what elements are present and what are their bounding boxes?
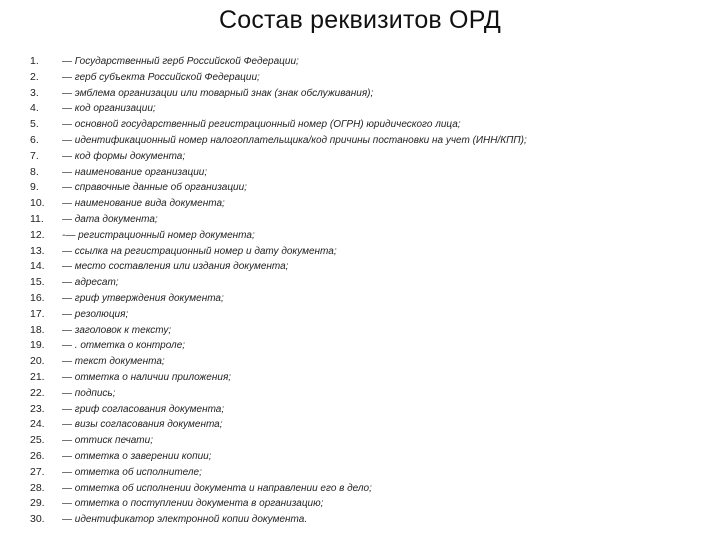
list-item — [30, 165, 700, 181]
list-item-number: 2. — [30, 70, 39, 83]
list-item-number: 28. — [30, 481, 45, 494]
list-item — [30, 338, 700, 354]
list-item-text: — резолюция; — [62, 308, 129, 320]
list-item — [30, 149, 700, 165]
list-item — [30, 117, 700, 133]
list-item-number: 26. — [30, 449, 45, 462]
list-item — [30, 275, 700, 291]
list-item-text: — подпись; — [62, 387, 116, 399]
list-item-text: — отметка о заверении копии; — [62, 450, 212, 462]
list-item-number: 22. — [30, 386, 45, 399]
list-item-text: — заголовок к тексту; — [62, 324, 172, 336]
list-item — [30, 386, 700, 402]
list-item-number: 4. — [30, 102, 39, 115]
list-item — [30, 101, 700, 117]
list-item-text: — текст документа; — [62, 356, 165, 368]
list-item-number: 24. — [30, 418, 45, 431]
list-item-text: — оттиск печати; — [62, 435, 153, 447]
list-item-number: 9. — [30, 181, 39, 194]
list-item-number: 23. — [30, 402, 45, 415]
list-item-text: -— регистрационный номер документа; — [62, 229, 255, 241]
list-item — [30, 449, 700, 465]
list-item — [30, 354, 700, 370]
list-item-number: 12. — [30, 228, 45, 241]
list-item-number: 18. — [30, 323, 45, 336]
list-item-text: — код организации; — [62, 103, 156, 115]
list-item-number: 3. — [30, 86, 39, 99]
list-item-number: 29. — [30, 497, 45, 510]
list-item-number: 11. — [30, 212, 44, 225]
list-item-text: — . отметка о контроле; — [62, 340, 186, 352]
list-item — [30, 465, 700, 481]
list-item — [30, 228, 700, 244]
list-item-text: — наименование организации; — [62, 166, 208, 178]
list-item — [30, 402, 700, 418]
list-item — [30, 180, 700, 196]
requisites-list — [30, 54, 700, 528]
list-item-number: 21. — [30, 370, 45, 383]
list-item — [30, 70, 700, 86]
list-item — [30, 307, 700, 323]
list-item-text: — отметка о наличии приложения; — [62, 371, 232, 383]
list-item-text: — наименование вида документа; — [62, 198, 225, 210]
list-item — [30, 133, 700, 149]
list-item — [30, 323, 700, 339]
list-item — [30, 259, 700, 275]
list-item-number: 17. — [30, 307, 45, 320]
list-item-number: 13. — [30, 244, 45, 257]
list-item-text: — гриф согласования документа; — [62, 403, 225, 415]
list-item — [30, 433, 700, 449]
list-item-text: — гриф утверждения документа; — [62, 292, 224, 304]
list-item-number: 1. — [30, 55, 39, 67]
list-item — [30, 417, 700, 433]
list-item-number: 30. — [30, 513, 45, 526]
list-item — [30, 196, 700, 212]
list-item — [30, 496, 700, 512]
list-item-number: 14. — [30, 260, 45, 273]
list-item — [30, 86, 700, 102]
list-item-number: 5. — [30, 118, 39, 131]
list-item — [30, 54, 700, 70]
list-item — [30, 212, 700, 228]
list-item-text: — визы согласования документа; — [62, 419, 223, 431]
list-item — [30, 291, 700, 307]
list-item-number: 6. — [30, 133, 39, 146]
list-item-text: — адресат; — [62, 277, 119, 289]
list-item-number: 15. — [30, 276, 45, 289]
list-item-number: 27. — [30, 465, 45, 478]
list-item-number: 7. — [30, 149, 39, 162]
list-item-text: — идентификатор электронной копии документа. — [62, 514, 308, 526]
list-item — [30, 244, 700, 260]
list-item — [30, 512, 700, 528]
list-item-text: — дата документа; — [62, 213, 158, 225]
list-item-text: — справочные данные об организации; — [62, 182, 247, 194]
list-item-number: 8. — [30, 165, 39, 178]
list-item-text: — отметка об исполнителе; — [62, 466, 202, 478]
slide-title: Состав реквизитов ОРД — [218, 6, 502, 34]
list-item-text: — отметка о поступлении документа в организацию; — [62, 498, 324, 510]
list-item-text: — Государственный герб Российской Федерации; — [62, 56, 299, 67]
list-item — [30, 481, 700, 497]
list-item-text: — основной государственный регистрационный номер (ОГРН) юридического лица; — [62, 119, 461, 131]
list-item — [30, 370, 700, 386]
list-item-text: — отметка об исполнении документа и направлении его в дело; — [62, 482, 372, 494]
list-item-text: — герб субъекта Российской Федерации; — [62, 71, 260, 83]
list-item-text: — ссылка на регистрационный номер и дату документа; — [62, 245, 337, 257]
list-item-text: — место составления или издания документа; — [62, 261, 289, 273]
list-item-text: — эмблема организации или товарный знак (знак обслуживания); — [62, 87, 374, 99]
list-item-text: — идентификационный номер налогоплательщика/код причины постановки на учет (ИНН/КПП); — [62, 134, 527, 146]
list-item-number: 16. — [30, 291, 45, 304]
list-item-number: 10. — [30, 197, 45, 210]
list-item-text: — код формы документа; — [62, 150, 186, 162]
list-item-number: 20. — [30, 355, 45, 368]
list-item-number: 19. — [30, 339, 45, 352]
list-item-number: 25. — [30, 434, 45, 447]
